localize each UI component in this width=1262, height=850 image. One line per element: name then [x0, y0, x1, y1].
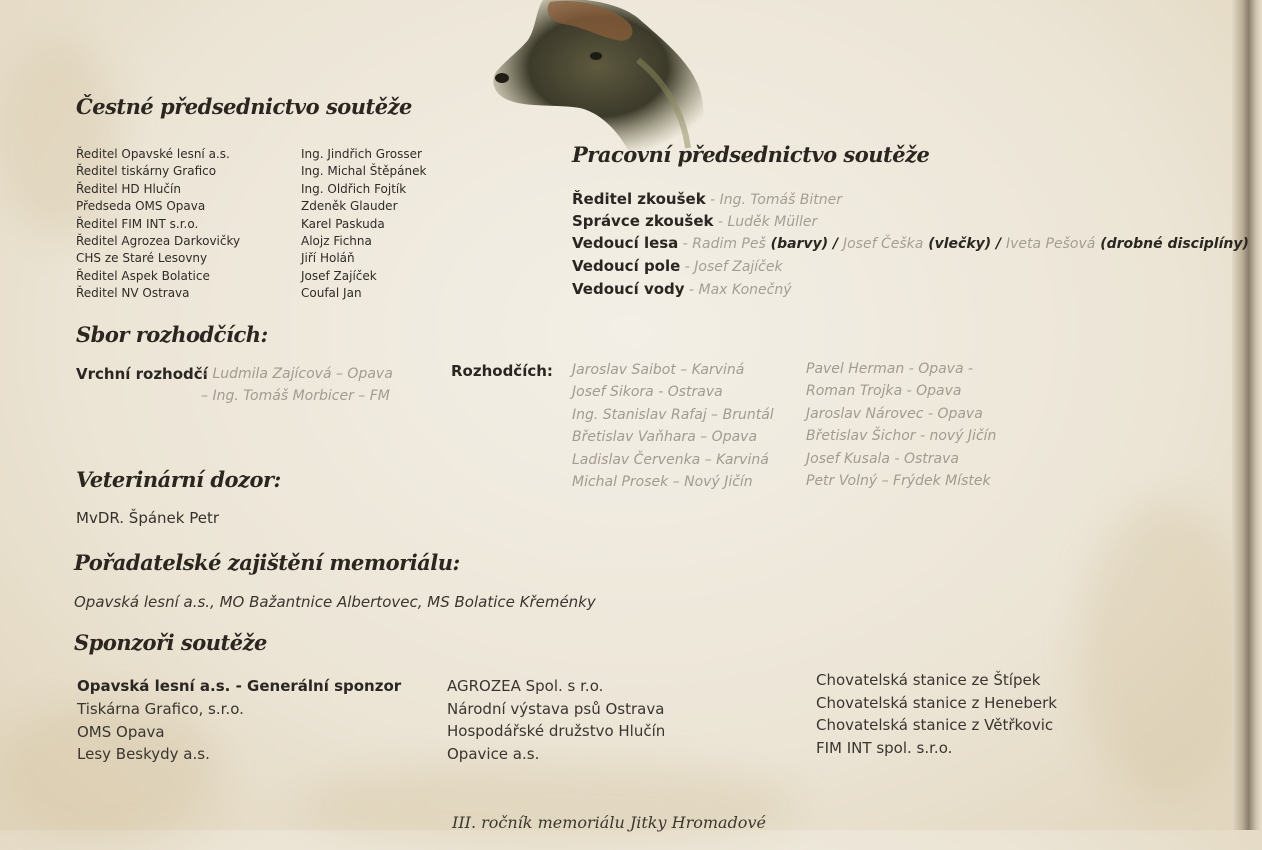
honorary-roles-list: [76, 146, 240, 303]
working-row-water: Vedoucí vody - Max Konečný: [572, 280, 792, 298]
organizers-heading: Pořadatelské zajištění memoriálu:: [74, 550, 460, 575]
sponsors-column-2: [447, 675, 665, 766]
role-label: Vedoucí lesa: [572, 234, 679, 252]
sponsors-column-3: [816, 669, 1057, 760]
list-item: Ředitel tiskárny Grafico: [76, 164, 217, 179]
list-item: Jaroslav Nárovec - Opava: [806, 405, 983, 422]
list-item: Chovatelská stanice z Větřkovic: [816, 716, 1054, 735]
judges-heading: Sbor rozhodčích:: [76, 322, 268, 347]
list-item: OMS Opava: [77, 722, 165, 741]
list-item: Roman Trojka - Opava: [806, 383, 962, 400]
list-item: Zdeněk Glauder: [301, 199, 398, 214]
dog-head-illustration: [488, 0, 718, 150]
list-item: Ing. Jindřich Grosser: [301, 147, 422, 161]
person-name: Josef Zajíček: [694, 259, 783, 275]
list-item: Ing. Michal Štěpánek: [301, 164, 427, 179]
vet-name: MvDR. Špánek Petr: [76, 509, 220, 527]
working-row-field: Vedoucí pole - Josef Zajíček: [572, 257, 783, 275]
list-item: AGROZEA Spol. s r.o.: [447, 677, 604, 695]
list-item: Ředitel Agrozea Darkovičky: [76, 233, 241, 248]
judges-column-1: [572, 359, 774, 493]
list-item: Ředitel FIM INT s.r.o.: [76, 216, 199, 231]
list-item: Petr Volný – Frýdek Místek: [806, 472, 991, 489]
honorary-names-list: [301, 146, 426, 303]
honorary-heading: Čestné předsednictvo soutěže: [76, 94, 412, 119]
general-sponsor: Opavská lesní a.s. - Generální sponzor: [77, 677, 402, 695]
list-item: Coufal Jan: [301, 286, 362, 301]
role-label: Ředitel zkoušek: [572, 190, 706, 208]
list-item: Ředitel Aspek Bolatice: [76, 268, 210, 283]
list-item: Jiří Holáň: [301, 251, 355, 266]
list-item: Karel Paskuda: [301, 216, 385, 231]
list-item: Národní výstava psů Ostrava: [447, 699, 665, 718]
working-row-forest: Vedoucí lesa - Radim Peš (barvy) / Josef Češka (vlečky) / Iveta Pešová (drobné disciplíny): [572, 234, 1249, 252]
working-row-manager: Správce zkoušek - Luděk Müller: [572, 212, 818, 230]
chief-judge-label: Vrchní rozhodčí: [76, 365, 208, 383]
list-item: Alojz Fichna: [301, 233, 372, 248]
list-item: Chovatelská stanice z Heneberk: [816, 693, 1057, 712]
person-name: Iveta Pešová: [1006, 236, 1096, 252]
list-item: Michal Prosek – Nový Jičín: [572, 473, 753, 490]
list-item: Jaroslav Saibot – Karviná: [572, 362, 745, 378]
role-label: Správce zkoušek: [572, 212, 714, 230]
list-item: – Ing. Tomáš Morbicer – FM: [201, 388, 390, 405]
person-name: Max Konečný: [698, 282, 792, 298]
list-item: – Ludmila Zajícová – Opava: [201, 366, 393, 382]
list-item: Břetislav Vaňhara – Opava: [572, 429, 758, 446]
sponsors-heading: Sponzoři soutěže: [74, 630, 267, 655]
list-item: Tiskárna Grafico, s.r.o.: [77, 700, 244, 718]
list-item: Ing. Stanislav Rafaj – Bruntál: [572, 406, 774, 423]
person-name: Luděk Müller: [727, 214, 818, 230]
list-item: Ing. Oldřich Fojtík: [301, 181, 407, 196]
list-item: Ředitel NV Ostrava: [76, 286, 190, 301]
list-item: Opavice a.s.: [447, 745, 540, 764]
list-item: Břetislav Šichor - nový Jičín: [806, 428, 997, 445]
list-item: Hospodářské družstvo Hlučín: [447, 722, 666, 741]
person-name: Josef Češka: [842, 236, 924, 252]
list-item: Předseda OMS Opava: [76, 199, 206, 214]
list-item: FIM INT spol. s.r.o.: [816, 739, 953, 758]
list-item: Josef Sikora - Ostrava: [572, 384, 723, 401]
working-row-director: Ředitel zkoušek - Ing. Tomáš Bitner: [572, 190, 843, 208]
person-name: Radim Peš: [692, 236, 766, 252]
role-label: Vedoucí pole: [572, 257, 681, 275]
list-item: CHS ze Staré Lesovny: [76, 251, 208, 266]
sponsors-column-1: [77, 698, 244, 766]
list-item: Josef Zajíček: [301, 268, 377, 283]
paper-stain: [1080, 500, 1250, 800]
judges-label: Rozhodčích:: [451, 362, 553, 380]
organizers-text: Opavská lesní a.s., MO Bažantnice Albertovec, MS Bolatice Křeménky: [74, 593, 596, 611]
working-heading: Pracovní předsednictvo soutěže: [572, 142, 930, 167]
page-footer: III. ročník memoriálu Jitky Hromadové: [452, 813, 766, 832]
list-item: Ladislav Červenka – Karviná: [572, 451, 769, 468]
person-name: Ing. Tomáš Bitner: [719, 192, 843, 208]
list-item: Chovatelská stanice ze Štípek: [816, 671, 1041, 689]
book-spine: [1232, 0, 1262, 830]
vet-heading: Veterinární dozor:: [76, 467, 281, 492]
list-item: Lesy Beskydy a.s.: [77, 745, 210, 764]
list-item: Pavel Herman - Opava -: [806, 361, 974, 377]
paper-stain: [300, 760, 800, 850]
judges-column-2: [806, 358, 996, 492]
role-label: Vedoucí vody: [572, 280, 685, 298]
chief-judge-list: [201, 363, 393, 408]
list-item: Josef Kusala - Ostrava: [806, 450, 959, 467]
list-item: Ředitel Opavské lesní a.s.: [76, 147, 230, 161]
list-item: Ředitel HD Hlučín: [76, 181, 181, 196]
